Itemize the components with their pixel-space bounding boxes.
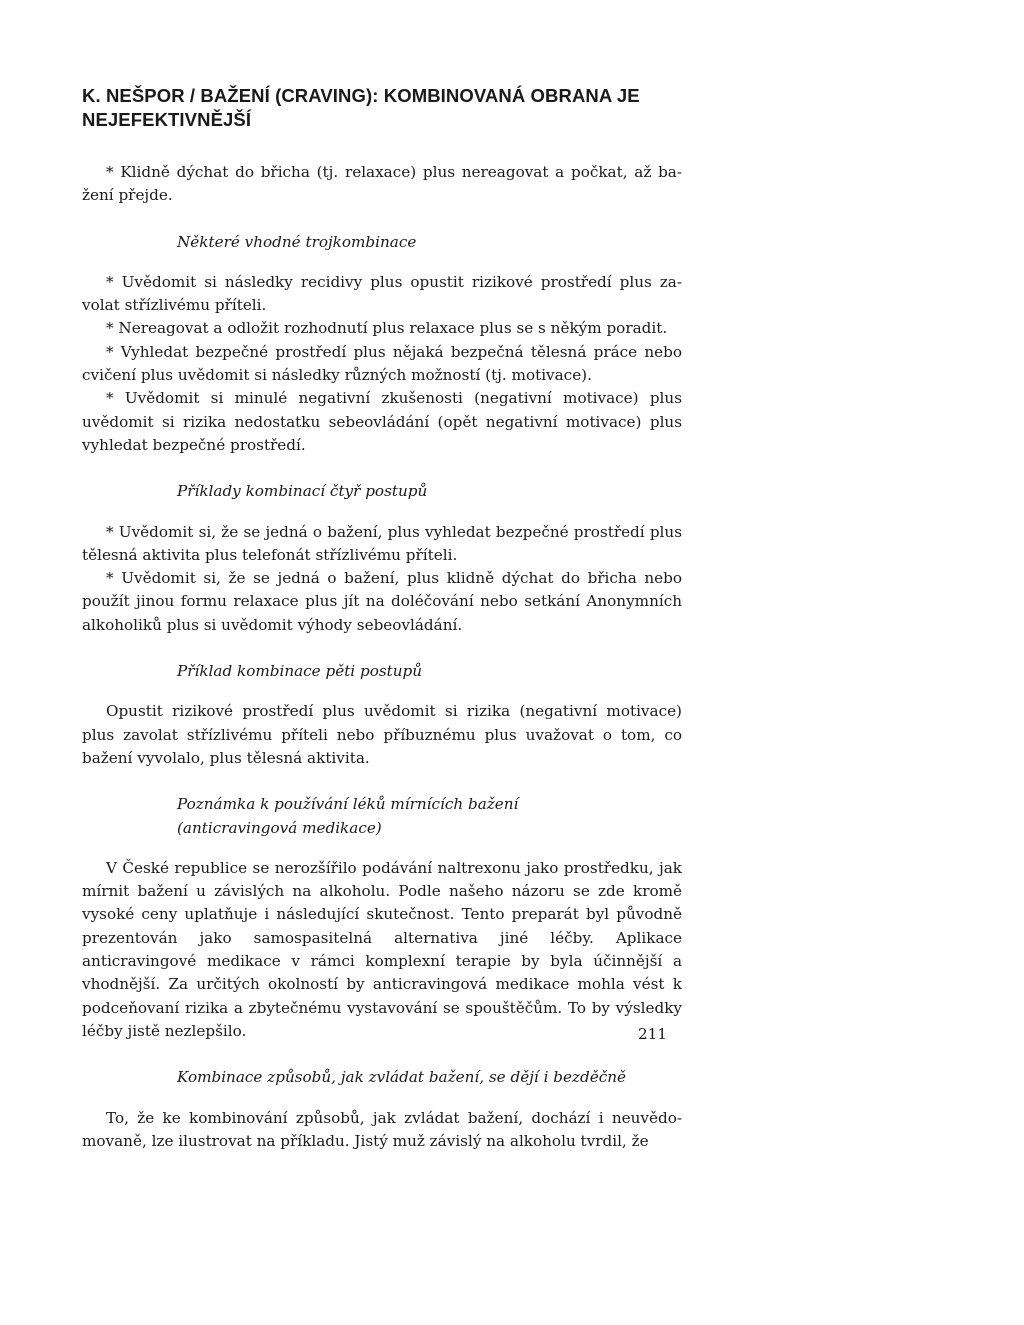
paragraph: * Vyhledat bezpečné prostředí plus nějaká bezpečná tělesná práce nebo cvičení plus uvědomit si následky různých možností (tj. motivace). (82, 342, 682, 385)
page-body (82, 84, 682, 1153)
section-heading-unconscious: Kombinace způsobů, jak zvládat bažení, se dějí i bezděčně (177, 1068, 626, 1087)
chapter-title: K. NEŠPOR / BAŽENÍ (CRAVING): KOMBINOVANÁ OBRANA JE NEJEFEKTIVNĚJŠÍ (82, 85, 640, 130)
paragraph: * Uvědomit si minulé negativní zkušenosti (negativní motivace) plus uvědomit si rizika nedostatku sebeovládání (opět negativní motivace) plus vyhledat bezpečné prostředí. (82, 389, 682, 454)
section-heading-five-methods: Příklad kombinace pěti postupů (177, 662, 423, 681)
intro-paragraph: * Klidně dýchat do břicha (tj. relaxace) plus nereagovat a počkat, až bažení přejde. (82, 163, 682, 205)
paragraph: Opustit rizikové prostředí plus uvědomit si rizika (negativní motivace) plus zavolat střízlivému příteli nebo příbuznému plus uvažovat o tom, co bažení vyvolalo, plus tělesná aktivita. (82, 702, 682, 767)
paragraph: To, že ke kombinování způsobů, jak zvládat bažení, dochází i neuvědomovaně, lze ilustrovat na příkladu. Jistý muž závislý na alkoholu tvrdil, že (82, 1108, 682, 1150)
section-heading-medication (177, 793, 682, 840)
section-heading-line: Poznámka k používání léků mírnících bažení (177, 795, 519, 814)
paragraph: * Uvědomit si, že se jedná o bažení, plus klidně dýchat do břicha nebo použít jinou formu relaxace plus jít na doléčování nebo setkání Anonymních alkoholiků plus si uvědomit výhody sebeovládání. (82, 569, 682, 634)
section-heading-line: (anticravingová medikace) (177, 818, 382, 837)
paragraph: V České republice se nerozšířilo podávání naltrexonu jako prostředku, jak mírnit bažení u závislých na alkoholu. Podle našeho názoru se zde kromě vysoké ceny uplatňuje i následující skutečnost. Tento preparát byl původně prezentován jako samospasitelná alternativa jiné léčby. Aplikace anticravingové medikace v rámci komplexní terapie by byla účinnější a vhodnější. Za určitých okolností by anticravingová medikace mohla vést k podceňovaní rizika a zbytečnému vystavování se spouštěčům. To by výsledky léčby jistě nezlepšilo. (82, 858, 682, 1040)
page-number: 211 (638, 1025, 667, 1043)
section-heading-triple-combinations: Některé vhodné trojkombinace (177, 232, 417, 251)
paragraph: * Nereagovat a odložit rozhodnutí plus relaxace plus se s někým poradit. (106, 319, 668, 338)
paragraph: * Uvědomit si následky recidivy plus opustit rizikové prostředí plus zavolat střízlivému příteli. (82, 272, 682, 315)
paragraph: * Uvědomit si, že se jedná o bažení, plus vyhledat bezpečné prostředí plus tělesná aktivita plus telefonát střízlivému příteli. (82, 522, 682, 564)
section-heading-four-methods: Příklady kombinací čtyř postupů (177, 482, 428, 501)
